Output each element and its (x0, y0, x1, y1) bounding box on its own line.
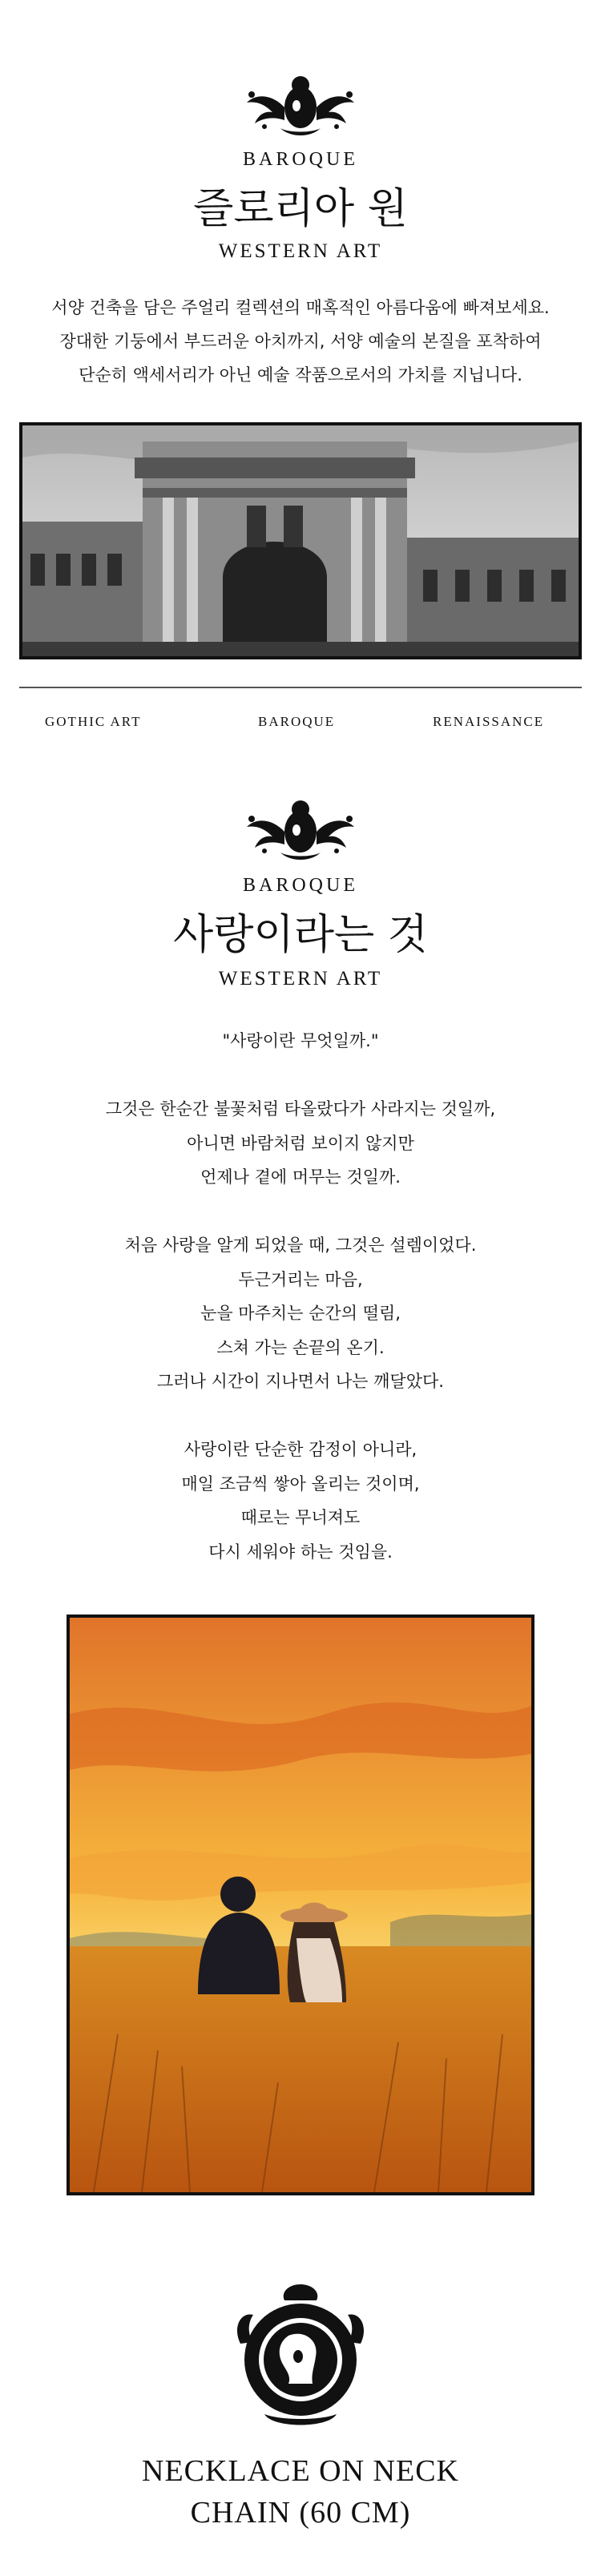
intro-description (0, 291, 601, 392)
poem-line (0, 1195, 601, 1229)
page-title: 즐로리아 원 (193, 185, 408, 233)
poem-line: 두근거리는 마음, (238, 1269, 363, 1289)
brand-name: BAROQUE (242, 875, 358, 896)
subtitle: WESTERN ART (218, 240, 383, 262)
poem-line (0, 1399, 601, 1433)
poem-line (0, 1058, 601, 1093)
poem-line: 때로는 무너져도 (240, 1508, 361, 1527)
poem-line: 그러나 시간이 지나면서 나는 깨달았다. (157, 1372, 444, 1391)
description-line: 단순히 액세서리가 아닌 예술 작품으로서의 가치를 지닙니다. (79, 365, 522, 385)
architecture-photo (19, 422, 582, 659)
poem-line: 다시 세워야 하는 것임을. (208, 1542, 393, 1562)
product-name-line: NECKLACE ON NECK (142, 2454, 459, 2488)
poem-line: "사랑이란 무엇일까." (222, 1031, 379, 1050)
description-line: 서양 건축을 담은 주얼리 컬렉션의 매혹적인 아름다움에 빠져보세요. (51, 298, 550, 317)
baroque-emblem-icon (240, 795, 361, 867)
medallion-pendant-icon (232, 2280, 369, 2435)
poem-line: 처음 사랑을 알게 되었을 때, 그것은 설렘이었다. (124, 1236, 477, 1255)
product-name-line: CHAIN (60 CM) (190, 2496, 411, 2530)
poem-line: 아니면 바람처럼 보이지 않지만 (187, 1133, 414, 1153)
brand-name: BAROQUE (242, 149, 358, 170)
poem-line: 스쳐 가는 손끝의 온기. (216, 1337, 385, 1357)
nav-item-baroque[interactable]: BAROQUE (258, 714, 336, 729)
nav-item-renaissance[interactable]: RENAISSANCE (433, 714, 545, 729)
subtitle: WESTERN ART (218, 968, 383, 990)
poem-line: 그것은 한순간 불꽃처럼 타올랐다가 사라지는 것일까, (105, 1099, 496, 1119)
poem-line: 눈을 마주치는 순간의 떨림, (200, 1304, 401, 1323)
divider (19, 687, 582, 688)
description-line: 장대한 기둥에서 부드러운 아치까지, 서양 예술의 본질을 포착하여 (59, 332, 542, 351)
poem-line: 매일 조금씩 쌓아 올리는 것이며, (181, 1473, 420, 1494)
baroque-emblem-icon (240, 71, 361, 143)
section-title: 사랑이라는 것 (173, 911, 428, 959)
poem-line: 사랑이란 단순한 감정이 아니라, (184, 1440, 417, 1459)
product-name (0, 2450, 601, 2534)
couple-painting (67, 1615, 534, 2195)
nav-item-gothic-art[interactable]: GOTHIC ART (45, 714, 142, 729)
poem-text (0, 1024, 601, 1569)
poem-line: 언제나 곁에 머무는 것일까. (200, 1167, 401, 1187)
